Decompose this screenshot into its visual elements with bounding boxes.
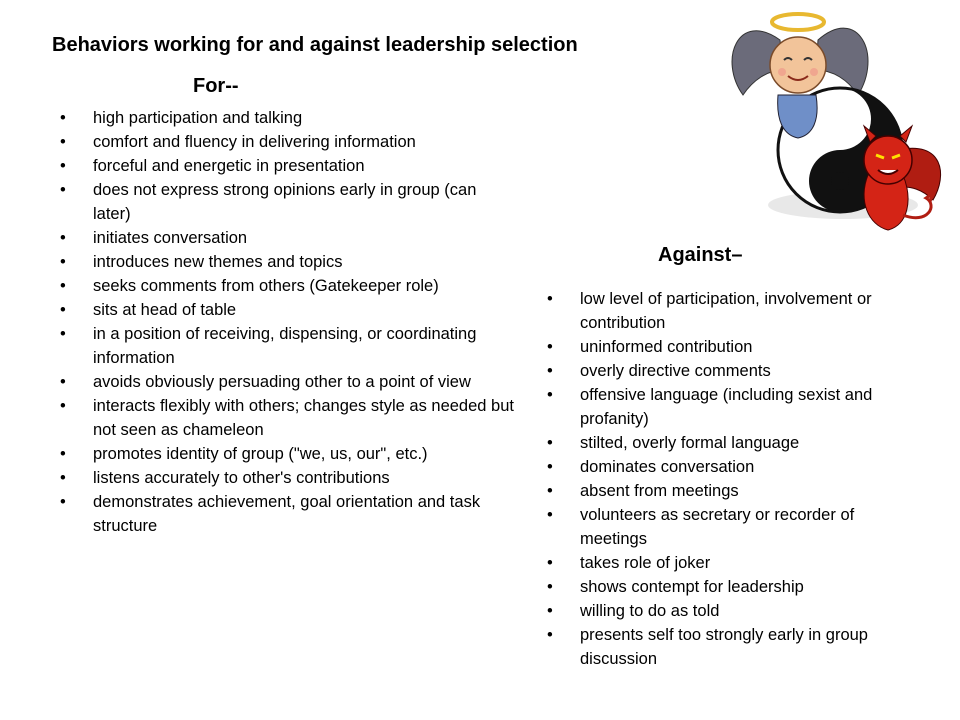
against-list [547,287,902,671]
list-item: • dominates conversation [547,455,902,479]
list-item: • uninformed contribution [547,335,902,359]
list-item: • offensive language (including sexist and profanity) [547,383,902,431]
list-item: • willing to do as told [547,599,902,623]
for-heading: For-- [193,75,239,97]
list-item: • introduces new themes and topics [60,250,515,274]
list-item: • avoids obviously persuading other to a point of view [60,370,515,394]
list-item: • listens accurately to other's contributions [60,466,515,490]
list-item: • initiates conversation [60,226,515,250]
list-item: • absent from meetings [547,479,902,503]
list-item: • promotes identity of group ("we, us, our", etc.) [60,442,515,466]
list-item: • does not express strong opinions early in group (can later) [60,178,515,226]
list-item: • volunteers as secretary or recorder of meetings [547,503,902,551]
list-item: • high participation and talking [60,106,515,130]
list-item: • shows contempt for leadership [547,575,902,599]
yin-yang-angel-devil-icon [698,0,960,240]
list-item: • sits at head of table [60,298,515,322]
list-item: • forceful and energetic in presentation [60,154,515,178]
list-item: • comfort and fluency in delivering information [60,130,515,154]
for-list [60,106,515,538]
list-item: • demonstrates achievement, goal orientation and task structure [60,490,515,538]
list-item: • interacts flexibly with others; changes style as needed but not seen as chameleon [60,394,515,442]
list-item: • stilted, overly formal language [547,431,902,455]
list-item: • seeks comments from others (Gatekeeper role) [60,274,515,298]
list-item: • presents self too strongly early in group discussion [547,623,902,671]
page-title: Behaviors working for and against leadership selection [52,34,578,56]
list-item: • in a position of receiving, dispensing, or coordinating information [60,322,515,370]
against-heading: Against– [658,244,743,266]
list-item: • low level of participation, involvement or contribution [547,287,902,335]
list-item: • takes role of joker [547,551,902,575]
list-item: • overly directive comments [547,359,902,383]
